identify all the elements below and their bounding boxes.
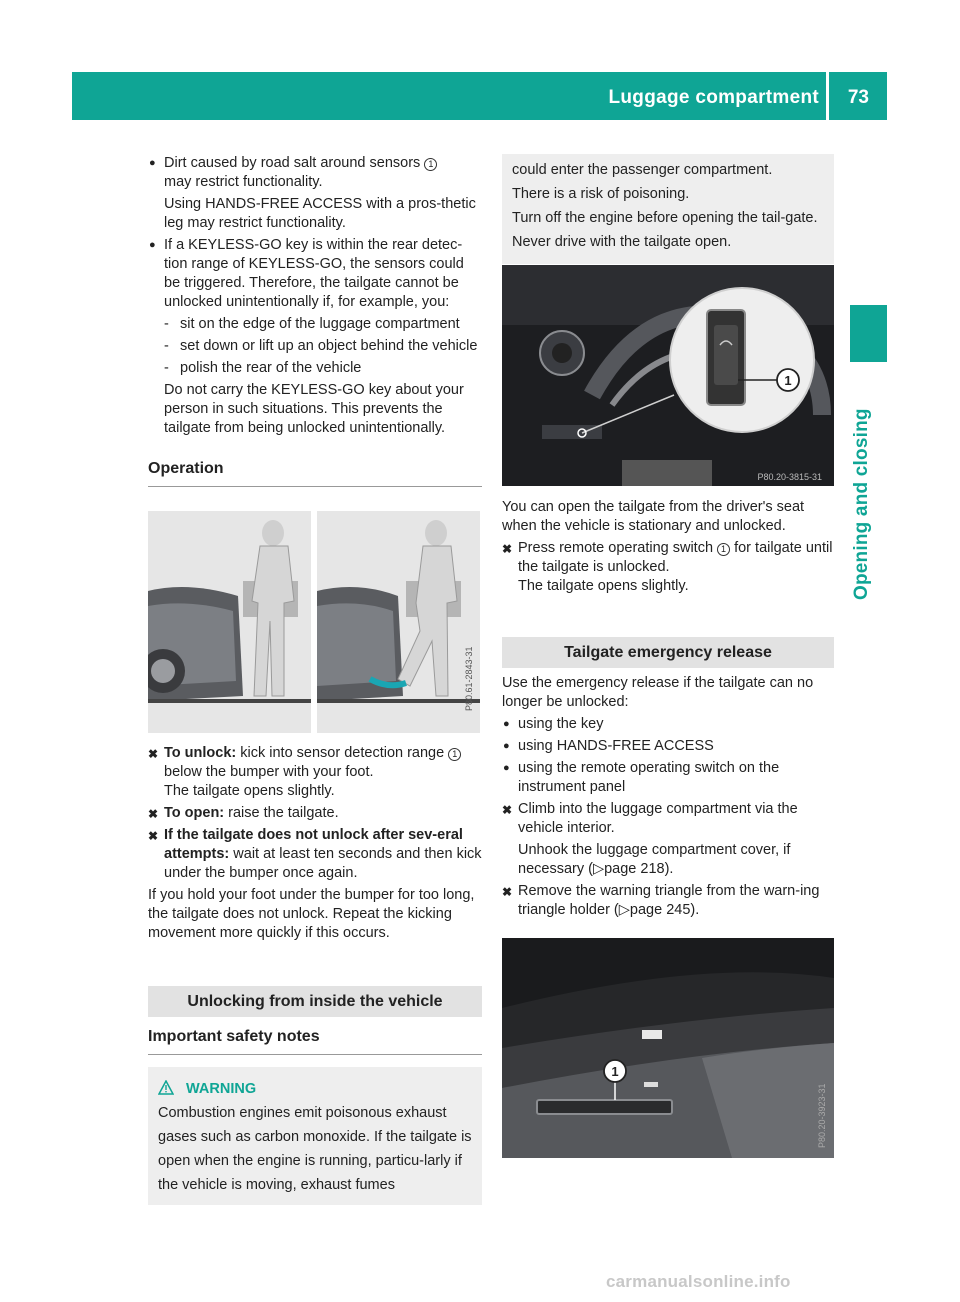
warning-text: There is a risk of poisoning.: [512, 186, 690, 202]
figure-code: P80.20-3923-31: [817, 1083, 827, 1148]
step-text: ).: [690, 902, 700, 918]
page-ref-arrow-icon: ▷: [618, 902, 630, 918]
dash-item: - set down or lift up an object behind the vehicle: [164, 338, 478, 354]
figure-dashboard-switch: [502, 265, 834, 486]
emergency-bullet: [502, 759, 834, 797]
right-column-middle: [502, 498, 834, 923]
warning-header: [158, 1077, 472, 1101]
step-remove-triangle: [502, 882, 834, 920]
bullet-text: using the key: [518, 716, 604, 732]
step-text: for tailgate until the tailgate is unlocked.: [518, 540, 833, 575]
step-text: Remove the warning triangle from the warn-ing triangle holder (: [518, 883, 820, 918]
figure-luggage-compartment: [502, 938, 834, 1158]
step-text: ).: [664, 861, 674, 877]
bullet-keyless: [148, 236, 482, 312]
step-text: Unhook the luggage compartment cover, if necessary (: [518, 842, 791, 877]
dash-item: - sit on the edge of the luggage compartment: [164, 316, 460, 332]
warning-box: [148, 1067, 482, 1205]
hold-note: If you hold your foot under the bumper for too long, the tailgate does not unlock. Repeat the kicking movement more quickly if this occurs.: [148, 887, 475, 941]
step-label: To open:: [164, 805, 225, 821]
intro-paragraph: You can open the tailgate from the driver's seat when the vehicle is stationary and unlocked.: [502, 499, 805, 534]
bullet-text: If a KEYLESS-GO key is within the rear detec-tion range of KEYLESS-GO, the sensors could be triggered. Therefore, the tailgate cannot be unlocked unintentionally if, for example, you:: [164, 237, 464, 310]
left-column: [148, 154, 482, 487]
step-text: kick into sensor detection range: [236, 745, 449, 761]
warning-title: WARNING: [186, 1081, 257, 1097]
page-reference-link[interactable]: page 218: [604, 861, 665, 877]
side-tab-block: [850, 305, 887, 362]
operation-heading: Operation: [148, 459, 482, 487]
page-number: 73: [847, 87, 869, 108]
step-open: [148, 804, 482, 823]
luggage-interior-illustration: [502, 938, 834, 1158]
figure-kick-sensor: [148, 511, 480, 733]
step-label: If the tailgate does not unlock after sev-eral attempts:: [164, 827, 463, 862]
step-label: To unlock:: [164, 745, 237, 761]
bullet-icon: ●: [149, 239, 156, 251]
page-ref-arrow-icon: ▷: [592, 861, 605, 877]
step-result: The tailgate opens slightly.: [164, 783, 335, 799]
warning-text: Turn off the engine before opening the tail-gate. Never drive with the tailgate open.: [512, 210, 818, 250]
step-text: Climb into the luggage compartment via the vehicle interior.: [518, 801, 798, 836]
page-reference-link[interactable]: page 245: [629, 902, 691, 918]
step-climb-sub: [502, 841, 834, 879]
step-retry: [148, 826, 482, 883]
unlock-inside-heading: Unlocking from inside the vehicle: [148, 986, 482, 1017]
step-arrow-icon: ✖: [502, 542, 513, 556]
kick-sensor-illustration: [148, 511, 480, 733]
closing-note: Do not carry the KEYLESS-GO key about your person in such situations. This prevents the tailgate from being unlocked unintentionally.: [164, 382, 464, 436]
dash-item-text: polish the rear of the vehicle: [180, 360, 362, 376]
bullet-text: using HANDS-FREE ACCESS: [518, 738, 714, 754]
callout-1-icon: 1: [717, 543, 730, 556]
emergency-bullet: [502, 737, 834, 756]
step-press-switch: [502, 539, 834, 596]
paragraph-prosthetic: Using HANDS-FREE ACCESS with a pros-thetic leg may restrict functionality.: [164, 196, 476, 231]
step-arrow-icon: ✖: [148, 807, 159, 821]
bullet-icon: ●: [503, 762, 510, 774]
step-arrow-icon: ✖: [148, 747, 159, 761]
callout-1-icon: 1: [424, 158, 437, 171]
callout-1-icon: 1: [784, 373, 792, 388]
bullet-dirt: [148, 154, 482, 192]
bullet-icon: ●: [503, 718, 510, 730]
warning-triangle-icon: [158, 1080, 174, 1095]
figure-code: P80.61-2843-31: [464, 646, 474, 711]
header-separator: [826, 72, 829, 120]
left-steps: [148, 744, 482, 1205]
emergency-intro: Use the emergency release if the tailgate can no longer be unlocked:: [502, 675, 814, 710]
callout-1-icon: 1: [611, 1064, 619, 1079]
warning-box-continued: [502, 154, 834, 264]
step-text: wait at least ten seconds and then kick under the bumper once again.: [164, 846, 482, 881]
step-arrow-icon: ✖: [148, 829, 159, 843]
step-arrow-icon: ✖: [502, 803, 513, 817]
side-tab-label: Opening and closing: [851, 408, 872, 600]
step-text: below the bumper with your foot.: [164, 764, 374, 780]
emergency-heading: Tailgate emergency release: [502, 637, 834, 668]
step-text: Press remote operating switch: [518, 540, 718, 556]
bullet-text: may restrict functionality.: [164, 174, 323, 190]
warning-text: could enter the passenger compartment.: [512, 162, 773, 178]
header-title: Luggage compartment: [608, 87, 819, 108]
figure-code: P80.20-3815-31: [757, 472, 822, 482]
step-climb: [502, 800, 834, 838]
bullet-text: Dirt caused by road salt around sensors: [164, 155, 425, 171]
bullet-text: using the remote operating switch on the instrument panel: [518, 760, 780, 795]
dash-item-text: set down or lift up an object behind the vehicle: [180, 338, 478, 354]
bullet-icon: ●: [503, 740, 510, 752]
header-bar: [72, 72, 887, 120]
emergency-bullet: [502, 715, 834, 734]
dash-item: - polish the rear of the vehicle: [164, 360, 362, 376]
step-result: The tailgate opens slightly.: [518, 578, 689, 594]
dashboard-illustration: [502, 265, 834, 486]
dash-item-text: sit on the edge of the luggage compartment: [180, 316, 460, 332]
step-arrow-icon: ✖: [502, 885, 513, 899]
step-text: raise the tailgate.: [224, 805, 339, 821]
safety-heading: Important safety notes: [148, 1027, 482, 1055]
callout-1-icon: 1: [448, 748, 461, 761]
warning-text: Combustion engines emit poisonous exhaust gases such as carbon monoxide. If the tailgate is open when the engine is running, particu-larly if the vehicle is moving, exhaust fumes: [158, 1105, 472, 1193]
step-unlock: [148, 744, 482, 801]
footer-watermark: carmanualsonline.info: [606, 1272, 791, 1291]
bullet-icon: ●: [149, 157, 156, 169]
right-column-top: [502, 154, 834, 264]
